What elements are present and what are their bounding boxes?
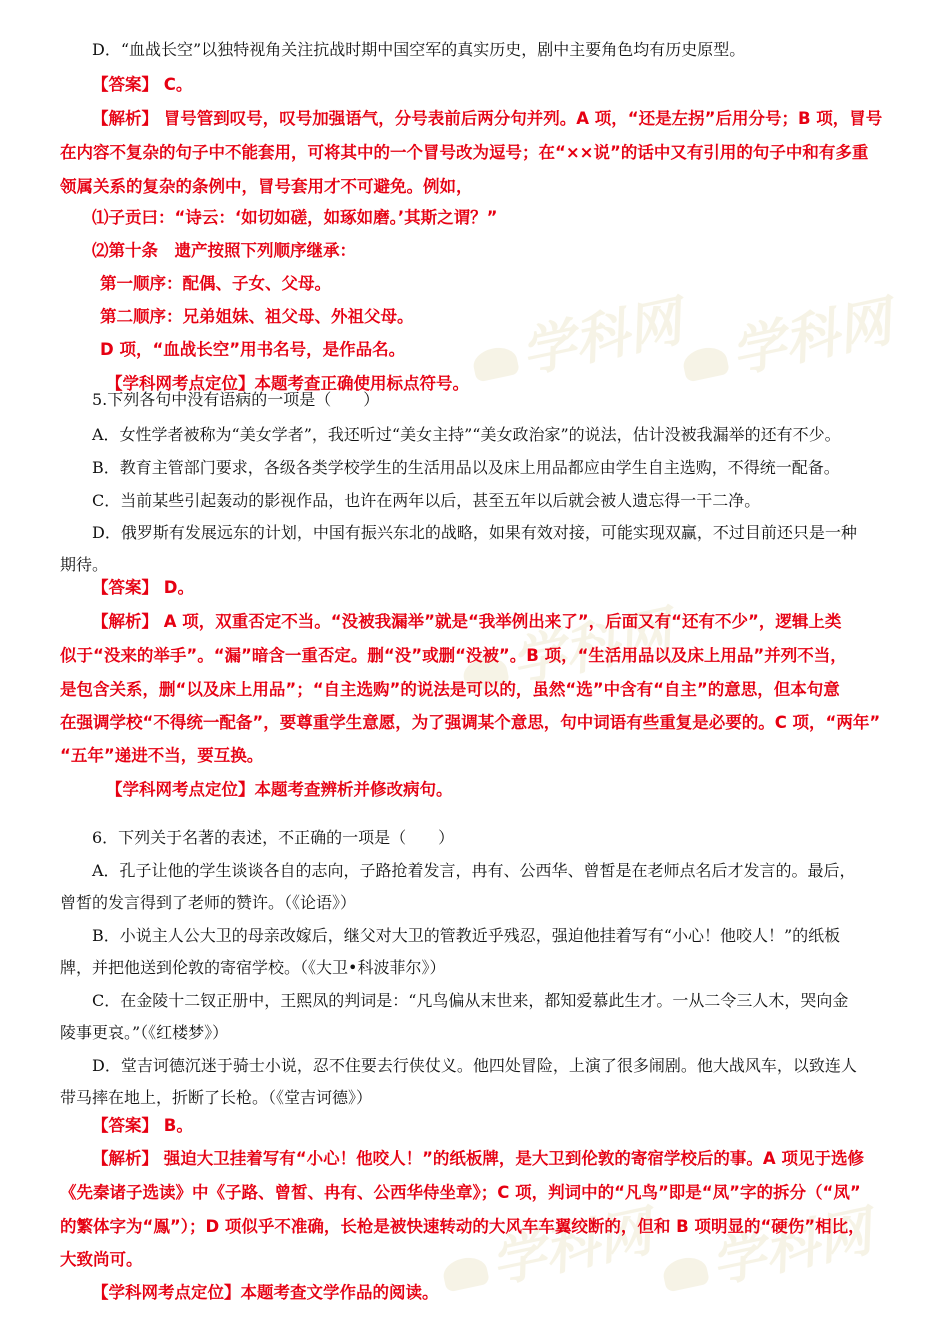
text-line: 牌，并把他送到伦敦的寄宿学校。（《大卫•科波菲尔》） <box>60 958 446 977</box>
text-line: A．孔子让他的学生谈谈各自的志向，子路抢着发言，冉有、公西华、曾皙是在老师点名后才发言的。最后， <box>92 861 856 880</box>
text-line: “五年”递进不当，要互换。 <box>60 746 264 765</box>
text-line: 【解析】 冒号管到叹号，叹号加强语气，分号表前后两分句并列。A 项，“还是左拐”后用分号；B 项，冒号 <box>92 109 883 128</box>
text-line: ⑵第十条 遗产按照下列顺序继承： <box>92 241 356 260</box>
text-line: 第一顺序：配偶、子女、父母。 <box>100 274 331 293</box>
text-line: 陵事更哀。”（《红楼梦》） <box>60 1023 229 1042</box>
watermark-2: 学科网 <box>674 279 897 398</box>
text-line: 第二顺序：兄弟姐妹、祖父母、外祖父母。 <box>100 307 414 326</box>
text-line: 在内容不复杂的句子中不能套用，可将其中的一个冒号改为逗号；在“××说”的话中又有引用的句子中和有多重 <box>60 143 869 162</box>
text-line: C．当前某些引起轰动的影视作品，也许在两年以后，甚至五年以后就会被人遗忘得一干二净。 <box>92 491 761 510</box>
text-line: 的繁体字为“鳯”）；D 项似乎不准确，长枪是被快速转动的大风车车翼绞断的，但和 B 项明显的“硬伤”相比， <box>60 1217 865 1236</box>
text-line: 带马摔在地上，折断了长枪。（《堂吉诃德》） <box>60 1088 373 1107</box>
text-line: 【答案】 C。 <box>92 75 193 94</box>
watermark-5: 学科网 <box>654 1189 877 1308</box>
text-line: C．在金陵十二钗正册中，王熙凤的判词是：“凡鸟偏从末世来，都知爱慕此生才。一从二令三人木，哭向金 <box>92 991 849 1010</box>
watermark-3: 学科网 <box>454 589 677 708</box>
watermark-1: 学科网 <box>464 279 687 398</box>
graduation-cap-icon <box>471 344 520 382</box>
watermark-4: 学科网 <box>434 1189 657 1308</box>
text-line: 【学科网考点定位】本题考查文学作品的阅读。 <box>92 1283 439 1302</box>
text-line: 期待。 <box>60 555 109 574</box>
text-line: 【学科网考点定位】本题考查正确使用标点符号。 <box>106 374 469 393</box>
text-line: 【解析】 A 项，双重否定不当。“没被我漏举”就是“我举例出来了”，后面又有“还有不少”，逻辑上类 <box>92 612 842 631</box>
text-line: 【答案】 B。 <box>92 1116 193 1135</box>
text-line: 大致尚可。 <box>60 1250 143 1269</box>
text-line: 5.下列各句中没有语病的一项是（ ） <box>92 390 380 409</box>
text-line: 在强调学校“不得统一配备”，要尊重学生意愿，为了强调某个意思，句中词语有些重复是必要的。C 项，“两年” <box>60 713 881 732</box>
text-line: D．俄罗斯有发展远东的计划，中国有振兴东北的战略，如果有效对接，可能实现双赢，不过目前还只是一种 <box>92 523 857 542</box>
text-line: 似于“没来的举手”。“漏”暗含一重否定。删“没”或删“没被”。B 项，“生活用品以及床上用品”并列不当， <box>60 646 847 665</box>
text-line: 【学科网考点定位】本题考查辨析并修改病句。 <box>106 780 453 799</box>
graduation-cap-icon <box>661 1254 710 1292</box>
text-line: D．堂吉诃德沉迷于骑士小说，忍不住要去行侠仗义。他四处冒险，上演了很多闹剧。他大战风车，以致连人 <box>92 1056 857 1075</box>
text-line: D．“血战长空”以独特视角关注抗战时期中国空军的真实历史，剧中主要角色均有历史原型。 <box>92 40 746 59</box>
text-line: 6．下列关于名著的表述，不正确的一项是（ ） <box>92 828 455 847</box>
text-line: A．女性学者被称为“美女学者”，我还听过“美女主持”“美女政治家”的说法，估计没被我漏举的还有不少。 <box>92 425 841 444</box>
text-line: 《先秦诸子选读》中《子路、曾皙、冉有、公西华侍坐章》；C 项，判词中的“凡鸟”即是“凤”字的拆分（“凤” <box>60 1183 861 1202</box>
text-line: 领属关系的复杂的条例中，冒号套用才不可避免。例如， <box>60 177 473 196</box>
graduation-cap-icon <box>441 1254 490 1292</box>
text-line: 【解析】 强迫大卫挂着写有“小心！他咬人！”的纸板牌，是大卫到伦敦的寄宿学校后的事。A 项见于选修 <box>92 1149 864 1168</box>
text-line: 曾皙的发言得到了老师的赞许。（《论语》） <box>60 893 357 912</box>
text-line: B．小说主人公大卫的母亲改嫁后，继父对大卫的管教近乎残忍，强迫他挂着写有“小心！他咬人！”的纸板 <box>92 926 841 945</box>
graduation-cap-icon <box>681 344 730 382</box>
text-line: 【答案】 D。 <box>92 578 194 597</box>
text-line: ⑴子贡曰：“诗云：‘如切如磋，如琢如磨。’其斯之谓？” <box>92 208 498 227</box>
text-line: B．教育主管部门要求，各级各类学校学生的生活用品以及床上用品都应由学生自主选购，不得统一配备。 <box>92 458 840 477</box>
text-line: 是包含关系，删“以及床上用品”；“自主选购”的说法是可以的，虽然“选”中含有“自主”的意思，但本句意 <box>60 680 840 699</box>
text-line: D 项，“血战长空”用书名号，是作品名。 <box>100 340 406 359</box>
